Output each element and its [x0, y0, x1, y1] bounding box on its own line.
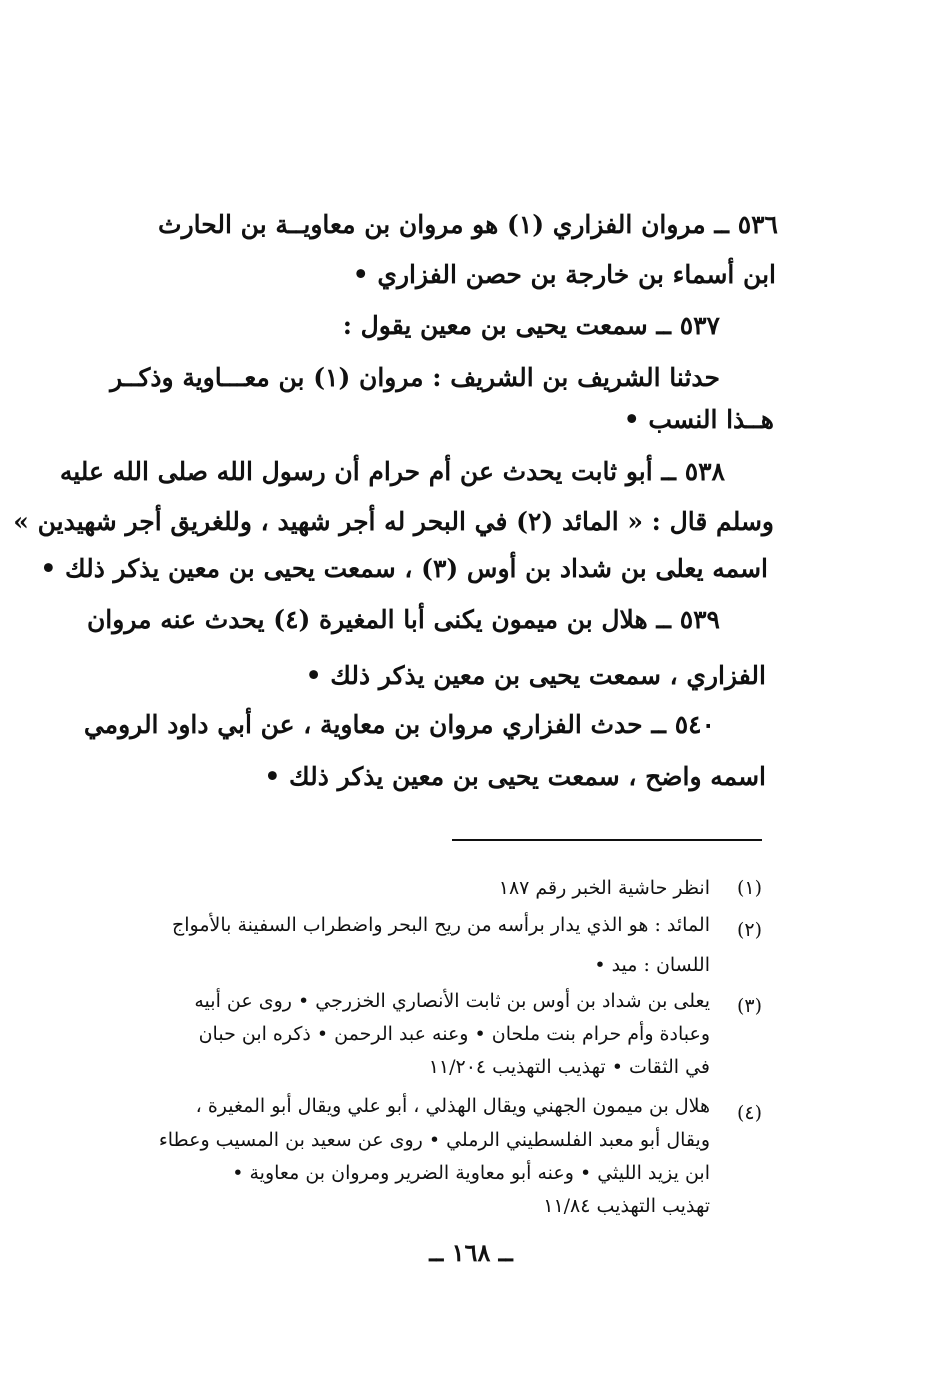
page-number: ــ ١٦٨ ــ	[429, 1238, 513, 1267]
footnote-4-line-3: ابن يزيد الليثي • وعنه أبو معاوية الضرير ومروان بن معاوية •	[232, 1162, 710, 1184]
footnote-2-line-1: المائد : هو الذي يدار برأسه من ريح البحر واضطراب السفينة بالأمواج	[171, 914, 710, 936]
entry-538-line-2: وسلم قال : « المائد (٢) في البحر له أجر شهيد ، وللغريق أجر شهيدين »	[13, 507, 774, 536]
footnote-4-number: (٤)	[736, 1102, 762, 1124]
entry-537-line-2: حدثنا الشريف بن الشريف : مروان (١) بن معـــاوية وذكــر	[110, 363, 720, 392]
footnote-1-number: (١)	[736, 877, 762, 899]
entry-538-line-3: اسمه يعلى بن شداد بن أوس (٣) ، سمعت يحيى بن معين يذكر ذلك •	[40, 554, 768, 583]
entry-536-line-2: ابن أسماء بن خارجة بن حصن الفزاري •	[352, 260, 776, 289]
footnote-2-number: (٢)	[736, 919, 762, 941]
footnote-3-number: (٣)	[736, 995, 762, 1017]
entry-538-line-1: ٥٣٨ ــ أبو ثابت يحدث عن أم حرام أن رسول الله صلى الله عليه	[59, 457, 725, 486]
footnote-4-line-2: ويقال أبو معبد الفلسطيني الرملي • روى عن سعيد بن المسيب وعطاء	[158, 1129, 710, 1151]
entry-539-line-2: الفزاري ، سمعت يحيى بن معين يذكر ذلك •	[305, 661, 766, 690]
footnote-1-line-1: انظر حاشية الخبر رقم ١٨٧	[498, 877, 710, 899]
footnote-2-line-2: اللسان : ميد •	[594, 954, 710, 976]
footnote-separator	[452, 839, 762, 841]
footnote-3-line-3: في الثقات • تهذيب التهذيب ١١/٢٠٤	[428, 1056, 710, 1078]
footnote-4-line-4: تهذيب التهذيب ١١/٨٤	[543, 1195, 710, 1217]
entry-540-line-1: ٥٤٠ ــ حدث الفزاري مروان بن معاوية ، عن أبي داود الرومي	[83, 710, 715, 739]
entry-537-line-3: هــذا النسب •	[623, 405, 774, 434]
entry-536-line-1: ٥٣٦ ــ مروان الفزاري (١) هو مروان بن معاويــة بن الحارث	[158, 210, 778, 239]
entry-540-line-2: اسمه واضح ، سمعت يحيى بن معين يذكر ذلك •	[264, 762, 766, 791]
entry-539-line-1: ٥٣٩ ــ هلال بن ميمون يكنى أبا المغيرة (٤) يحدث عنه مروان	[86, 605, 720, 634]
footnote-3-line-1: يعلى بن شداد بن أوس بن ثابت الأنصاري الخزرجي • روى عن أبيه	[194, 990, 710, 1012]
footnote-3-line-2: وعبادة وأم حرام بنت ملحان • وعنه عبد الرحمن • ذكره ابن حبان	[198, 1023, 710, 1045]
entry-537-line-1: ٥٣٧ ــ سمعت يحيى بن معين يقول :	[342, 311, 720, 340]
footnote-4-line-1: هلال بن ميمون الجهني ويقال الهذلي ، أبو علي ويقال أبو المغيرة ،	[195, 1095, 710, 1117]
